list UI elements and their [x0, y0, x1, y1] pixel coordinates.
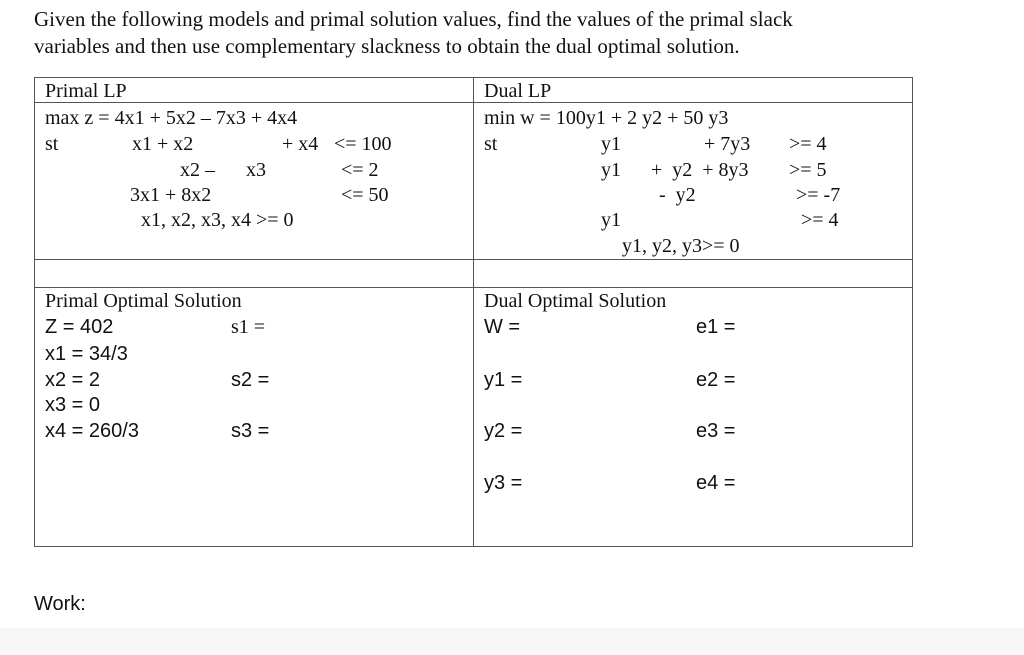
- primal-st-label: st: [45, 133, 59, 155]
- primal-c1-rhs: <= 100: [334, 133, 392, 155]
- dual-c2-a: y1: [601, 159, 621, 181]
- primal-nonneg: x1, x2, x3, x4 >= 0: [141, 209, 294, 231]
- primal-solution-header: Primal Optimal Solution: [45, 290, 242, 312]
- dual-lp-header: Dual LP: [484, 80, 552, 102]
- primal-s1-blank: s1 =: [231, 316, 266, 338]
- primal-x1-value: x1 = 34/3: [45, 343, 128, 365]
- dual-e4-blank: e4 =: [696, 472, 736, 494]
- dual-c4-a: y1: [601, 209, 621, 231]
- dual-objective: min w = 100y1 + 2 y2 + 50 y3: [484, 107, 729, 129]
- primal-c3-a: 3x1 + 8x2: [130, 184, 212, 206]
- dual-c3-rhs: >= -7: [796, 184, 841, 206]
- primal-s2-blank: s2 =: [231, 369, 270, 391]
- dual-c1-b: + 7y3: [704, 133, 751, 155]
- dual-e2-blank: e2 =: [696, 369, 736, 391]
- primal-c2-rhs: <= 2: [341, 159, 379, 181]
- dual-st-label: st: [484, 133, 498, 155]
- dual-e1-blank: e1 =: [696, 316, 736, 338]
- primal-c1-b: + x4: [282, 133, 319, 155]
- dual-solution-header: Dual Optimal Solution: [484, 290, 667, 312]
- dual-w-blank: W =: [484, 316, 521, 338]
- primal-c1-a: x1 + x2: [132, 133, 194, 155]
- dual-c2-rhs: >= 5: [789, 159, 827, 181]
- primal-x2-value: x2 = 2: [45, 369, 101, 391]
- dual-nonneg: y1, y2, y3>= 0: [622, 235, 740, 257]
- primal-c2-b: x3: [246, 159, 266, 181]
- primal-c2-a: x2 –: [180, 159, 215, 181]
- work-area[interactable]: [0, 628, 1024, 655]
- dual-y2-blank: y2 =: [484, 420, 523, 442]
- dual-c3-b: - y2: [659, 184, 696, 206]
- dual-y3-blank: y3 =: [484, 472, 523, 494]
- question-line-1: Given the following models and primal solution values, find the values of the primal slack: [34, 7, 793, 31]
- primal-x3-value: x3 = 0: [45, 394, 101, 416]
- primal-z-value: Z = 402: [45, 316, 114, 338]
- dual-y1-blank: y1 =: [484, 369, 523, 391]
- primal-s3-blank: s3 =: [231, 420, 270, 442]
- work-label: Work:: [34, 593, 86, 615]
- dual-c4-rhs: >= 4: [801, 209, 839, 231]
- primal-lp-header: Primal LP: [45, 80, 127, 102]
- dual-e3-blank: e3 =: [696, 420, 736, 442]
- dual-c2-b: + y2 + 8y3: [651, 159, 749, 181]
- question-line-2: variables and then use complementary slackness to obtain the dual optimal solution.: [34, 34, 740, 58]
- primal-c3-rhs: <= 50: [341, 184, 389, 206]
- dual-c1-a: y1: [601, 133, 621, 155]
- primal-objective: max z = 4x1 + 5x2 – 7x3 + 4x4: [45, 107, 298, 129]
- dual-c1-rhs: >= 4: [789, 133, 827, 155]
- primal-x4-value: x4 = 260/3: [45, 420, 139, 442]
